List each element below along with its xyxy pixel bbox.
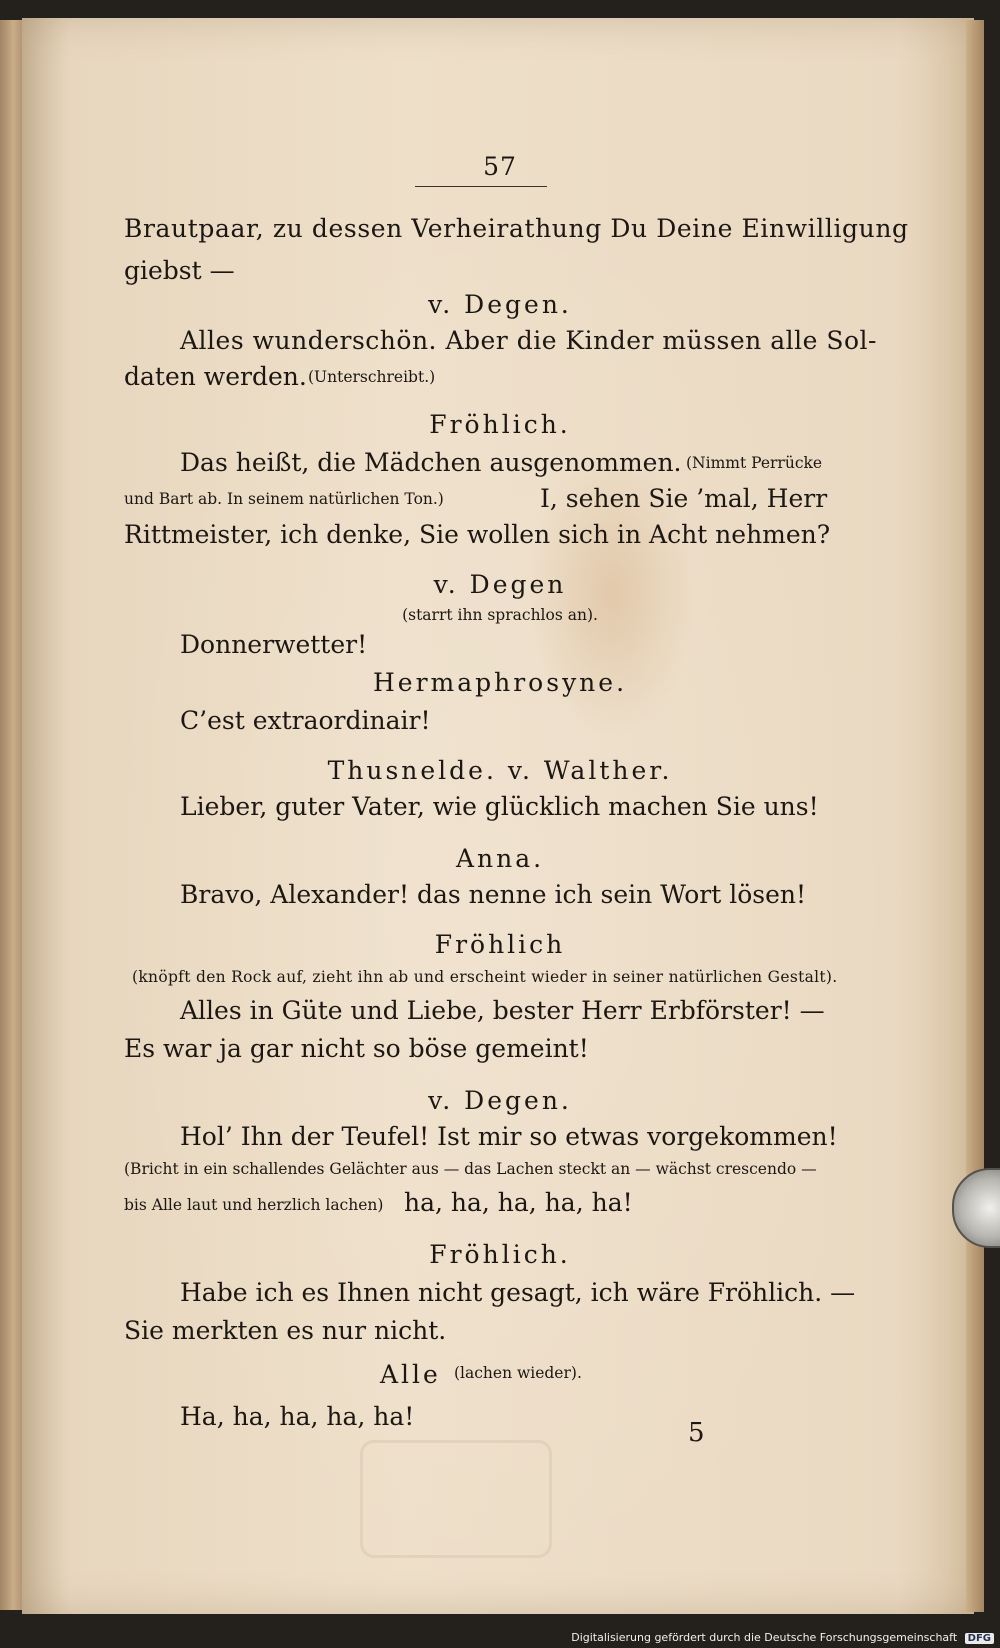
text-line: Alles in Güte und Liebe, bester Herr Erbförster! — bbox=[180, 996, 825, 1025]
speaker-name: Hermaphrosyne. bbox=[372, 668, 628, 697]
text-line: Alles wunderschön. Aber die Kinder müssen alle Sol- bbox=[180, 326, 877, 355]
text-line: Brautpaar, zu dessen Verheirathung Du Deine Einwilligung bbox=[124, 214, 909, 243]
text-line: I, sehen Sie ’mal, Herr bbox=[540, 484, 828, 513]
dfg-logo: DFG bbox=[965, 1633, 994, 1644]
stage-direction: (starrt ihn sprachlos an). bbox=[402, 606, 598, 624]
stage-direction: (Nimmt Perrücke bbox=[686, 454, 823, 472]
speaker-name: v. Degen. bbox=[428, 290, 572, 319]
text-line: Ha, ha, ha, ha, ha! bbox=[180, 1402, 415, 1431]
text-line: daten werden. bbox=[124, 362, 307, 391]
digitization-credit bbox=[571, 1631, 994, 1644]
text-line: Rittmeister, ich denke, Sie wollen sich in Acht nehmen? bbox=[124, 520, 831, 549]
stage-direction: und Bart ab. In seinem natürlichen Ton.) bbox=[124, 490, 444, 508]
text-line: Bravo, Alexander! das nenne ich sein Wort lösen! bbox=[180, 880, 807, 909]
stage-direction: bis Alle laut und herzlich lachen) bbox=[124, 1196, 384, 1214]
speaker-name: Thusnelde. v. Walther. bbox=[327, 756, 673, 785]
text-line: Sie merkten es nur nicht. bbox=[124, 1316, 447, 1345]
speaker-name: v. Degen bbox=[433, 570, 567, 599]
text-line: ha, ha, ha, ha, ha! bbox=[404, 1188, 633, 1217]
speaker-name: Anna. bbox=[455, 844, 545, 873]
speaker-name: Fröhlich. bbox=[429, 410, 571, 439]
credit-text: Digitalisierung gefördert durch die Deutsche Forschungsgemeinschaft bbox=[571, 1631, 958, 1644]
text-line: Habe ich es Ihnen nicht gesagt, ich wäre Fröhlich. — bbox=[180, 1278, 856, 1307]
text-line: Es war ja gar nicht so böse gemeint! bbox=[124, 1034, 589, 1063]
page-number: 57 bbox=[483, 152, 517, 181]
speaker-name: Fröhlich bbox=[434, 930, 566, 959]
stage-direction: (lachen wieder). bbox=[454, 1364, 582, 1382]
speaker-name: v. Degen. bbox=[428, 1086, 572, 1115]
page-number-rule bbox=[415, 186, 547, 187]
stage-direction: (Bricht in ein schallendes Gelächter aus — das Lachen steckt an — wächst crescendo — bbox=[124, 1160, 817, 1178]
signature-mark: 5 bbox=[688, 1418, 705, 1448]
text-line: Donnerwetter! bbox=[180, 630, 368, 659]
text-line: Hol’ Ihn der Teufel! Ist mir so etwas vorgekommen! bbox=[180, 1122, 838, 1151]
text-line: C’est extraordinair! bbox=[180, 706, 431, 735]
stage-direction: (Unterschreibt.) bbox=[308, 368, 436, 386]
speaker-name: Fröhlich. bbox=[429, 1240, 571, 1269]
stage-direction: (knöpft den Rock auf, zieht ihn ab und erscheint wieder in seiner natürlichen Gestalt). bbox=[132, 968, 838, 986]
text-line: Lieber, guter Vater, wie glücklich machen Sie uns! bbox=[180, 792, 819, 821]
text-line: giebst — bbox=[124, 256, 235, 285]
text-line: Das heißt, die Mädchen ausgenommen. bbox=[180, 448, 682, 477]
speaker-name: Alle bbox=[380, 1360, 441, 1389]
